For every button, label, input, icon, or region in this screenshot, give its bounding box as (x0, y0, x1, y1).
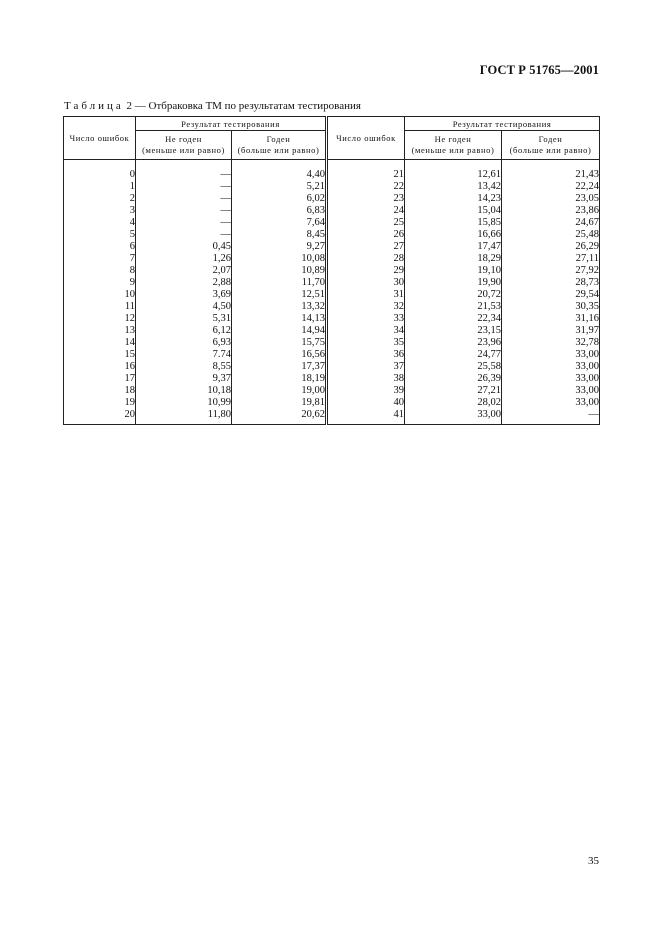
not-fit-cell: — (136, 169, 232, 181)
not-fit-cell: 10,18 (136, 385, 232, 397)
header-good-left (232, 131, 327, 160)
errors-cell: 28 (327, 253, 405, 265)
table-caption (64, 100, 361, 112)
errors-cell: 33 (327, 313, 405, 325)
errors-cell: 11 (64, 301, 136, 313)
not-fit-cell: 6,12 (136, 325, 232, 337)
not-fit-cell: 27,21 (405, 385, 502, 397)
errors-cell: 34 (327, 325, 405, 337)
header-bad-left (136, 131, 232, 160)
fit-cell: 25,48 (502, 229, 600, 241)
errors-cell: 32 (327, 301, 405, 313)
table-row (64, 253, 600, 265)
table-row (64, 193, 600, 205)
header-errors-left: Число ошибок (64, 117, 136, 160)
errors-cell: 15 (64, 349, 136, 361)
not-fit-cell: 23,15 (405, 325, 502, 337)
fit-cell: 10,89 (232, 265, 327, 277)
table-row (64, 313, 600, 325)
fit-cell: 6,02 (232, 193, 327, 205)
errors-cell: 26 (327, 229, 405, 241)
fit-cell: 33,00 (502, 397, 600, 409)
errors-cell: 5 (64, 229, 136, 241)
errors-cell: 1 (64, 181, 136, 193)
errors-cell: 23 (327, 193, 405, 205)
not-fit-cell: 18,29 (405, 253, 502, 265)
errors-cell: 20 (64, 409, 136, 425)
fit-cell: 31,16 (502, 313, 600, 325)
document-code: ГОСТ Р 51765—2001 (479, 63, 599, 77)
errors-cell: 19 (64, 397, 136, 409)
not-fit-cell: 2,07 (136, 265, 232, 277)
errors-cell: 0 (64, 169, 136, 181)
errors-cell: 22 (327, 181, 405, 193)
fit-cell: 30,35 (502, 301, 600, 313)
not-fit-cell: 20,72 (405, 289, 502, 301)
not-fit-cell: — (136, 193, 232, 205)
not-fit-cell: 8,55 (136, 361, 232, 373)
table-row (64, 373, 600, 385)
not-fit-cell: 19,90 (405, 277, 502, 289)
fit-cell: 19,81 (232, 397, 327, 409)
table-row (64, 349, 600, 361)
header-good-right-line2: (больше или равно) (509, 145, 592, 155)
header-bad-right (405, 131, 502, 160)
fit-cell: 27,92 (502, 265, 600, 277)
errors-cell: 9 (64, 277, 136, 289)
errors-cell: 12 (64, 313, 136, 325)
fit-cell: — (502, 409, 600, 425)
errors-cell: 16 (64, 361, 136, 373)
fit-cell: 17,37 (232, 361, 327, 373)
errors-cell: 18 (64, 385, 136, 397)
fit-cell: 20,62 (232, 409, 327, 425)
fit-cell: 9,27 (232, 241, 327, 253)
errors-cell: 36 (327, 349, 405, 361)
table-row (64, 397, 600, 409)
fit-cell: 11,70 (232, 277, 327, 289)
table-row (64, 325, 600, 337)
header-bad-right-line1: Не годен (434, 134, 472, 144)
header-good-left-line2: (больше или равно) (237, 145, 320, 155)
page-number: 35 (588, 855, 599, 867)
not-fit-cell: 21,53 (405, 301, 502, 313)
header-result-right: Результат тестирования (405, 117, 600, 131)
not-fit-cell: 14,23 (405, 193, 502, 205)
table-row (64, 217, 600, 229)
not-fit-cell: 15,85 (405, 217, 502, 229)
fit-cell: 14,13 (232, 313, 327, 325)
fit-cell: 23,86 (502, 205, 600, 217)
fit-cell: 22,24 (502, 181, 600, 193)
fit-cell: 18,19 (232, 373, 327, 385)
not-fit-cell: 4,50 (136, 301, 232, 313)
table-row (64, 265, 600, 277)
header-bad-left-line1: Не годен (165, 134, 202, 144)
fit-cell: 4,40 (232, 169, 327, 181)
table-spacer-row (64, 160, 600, 170)
errors-cell: 10 (64, 289, 136, 301)
not-fit-cell: 1,26 (136, 253, 232, 265)
errors-cell: 31 (327, 289, 405, 301)
not-fit-cell: 26,39 (405, 373, 502, 385)
errors-cell: 3 (64, 205, 136, 217)
fit-cell: 32,78 (502, 337, 600, 349)
fit-cell: 10,08 (232, 253, 327, 265)
errors-cell: 38 (327, 373, 405, 385)
errors-cell: 41 (327, 409, 405, 425)
errors-cell: 24 (327, 205, 405, 217)
header-result-left: Результат тестирования (136, 117, 327, 131)
not-fit-cell: 11,80 (136, 409, 232, 425)
table-row (64, 361, 600, 373)
not-fit-cell: 3,69 (136, 289, 232, 301)
header-bad-left-line2: (меньше или равно) (142, 145, 225, 155)
not-fit-cell: — (136, 205, 232, 217)
header-good-right-line1: Годен (538, 134, 563, 144)
table-row (64, 169, 600, 181)
not-fit-cell: 2,88 (136, 277, 232, 289)
header-good-right (502, 131, 600, 160)
fit-cell: 33,00 (502, 373, 600, 385)
fit-cell: 13,32 (232, 301, 327, 313)
errors-cell: 8 (64, 265, 136, 277)
fit-cell: 6,83 (232, 205, 327, 217)
errors-cell: 35 (327, 337, 405, 349)
table-row (64, 229, 600, 241)
fit-cell: 27,11 (502, 253, 600, 265)
fit-cell: 31,97 (502, 325, 600, 337)
table-caption-text: 2 — Отбраковка ТМ по результатам тестирования (123, 100, 361, 112)
errors-cell: 39 (327, 385, 405, 397)
not-fit-cell: 6,93 (136, 337, 232, 349)
errors-cell: 25 (327, 217, 405, 229)
fit-cell: 19,00 (232, 385, 327, 397)
table-row (64, 289, 600, 301)
not-fit-cell: 25,58 (405, 361, 502, 373)
table-caption-prefix: Таблица (64, 100, 124, 112)
not-fit-cell: 28,02 (405, 397, 502, 409)
errors-cell: 30 (327, 277, 405, 289)
fit-cell: 26,29 (502, 241, 600, 253)
not-fit-cell: 17,47 (405, 241, 502, 253)
errors-cell: 14 (64, 337, 136, 349)
errors-cell: 17 (64, 373, 136, 385)
fit-cell: 16,56 (232, 349, 327, 361)
fit-cell: 33,00 (502, 385, 600, 397)
errors-cell: 29 (327, 265, 405, 277)
table-row (64, 337, 600, 349)
header-good-left-line1: Годен (266, 134, 291, 144)
fit-cell: 21,43 (502, 169, 600, 181)
fit-cell: 12,51 (232, 289, 327, 301)
fit-cell: 14,94 (232, 325, 327, 337)
table-body (64, 160, 600, 425)
fit-cell: 24,67 (502, 217, 600, 229)
table-row (64, 181, 600, 193)
not-fit-cell: 9,37 (136, 373, 232, 385)
table-row (64, 409, 600, 425)
not-fit-cell: 23,96 (405, 337, 502, 349)
not-fit-cell: 15,04 (405, 205, 502, 217)
errors-cell: 4 (64, 217, 136, 229)
errors-cell: 27 (327, 241, 405, 253)
fit-cell: 5,21 (232, 181, 327, 193)
not-fit-cell: 19,10 (405, 265, 502, 277)
rejection-table (63, 116, 600, 425)
fit-cell: 23,05 (502, 193, 600, 205)
fit-cell: 33,00 (502, 361, 600, 373)
errors-cell: 2 (64, 193, 136, 205)
table-row (64, 241, 600, 253)
not-fit-cell: 5,31 (136, 313, 232, 325)
fit-cell: 33,00 (502, 349, 600, 361)
not-fit-cell: — (136, 181, 232, 193)
not-fit-cell: 16,66 (405, 229, 502, 241)
errors-cell: 13 (64, 325, 136, 337)
not-fit-cell: — (136, 229, 232, 241)
not-fit-cell: 7.74 (136, 349, 232, 361)
errors-cell: 7 (64, 253, 136, 265)
errors-cell: 21 (327, 169, 405, 181)
errors-cell: 6 (64, 241, 136, 253)
not-fit-cell: 12,61 (405, 169, 502, 181)
not-fit-cell: 13,42 (405, 181, 502, 193)
not-fit-cell: 0,45 (136, 241, 232, 253)
not-fit-cell: 33,00 (405, 409, 502, 425)
fit-cell: 28,73 (502, 277, 600, 289)
table-row (64, 385, 600, 397)
header-bad-right-line2: (меньше или равно) (411, 145, 495, 155)
fit-cell: 15,75 (232, 337, 327, 349)
fit-cell: 8,45 (232, 229, 327, 241)
errors-cell: 40 (327, 397, 405, 409)
not-fit-cell: — (136, 217, 232, 229)
not-fit-cell: 10,99 (136, 397, 232, 409)
table-row (64, 301, 600, 313)
header-errors-right: Число ошибок (327, 117, 405, 160)
fit-cell: 7,64 (232, 217, 327, 229)
not-fit-cell: 22,34 (405, 313, 502, 325)
table-row (64, 277, 600, 289)
errors-cell: 37 (327, 361, 405, 373)
table-row (64, 205, 600, 217)
fit-cell: 29,54 (502, 289, 600, 301)
not-fit-cell: 24,77 (405, 349, 502, 361)
